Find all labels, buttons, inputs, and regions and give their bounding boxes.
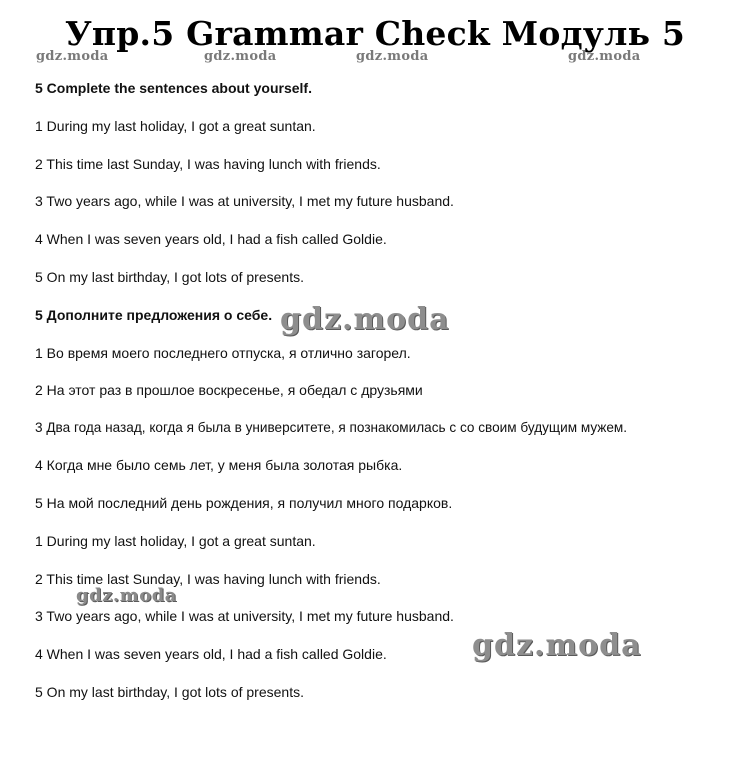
watermark-logo: gdz.moda (76, 585, 177, 606)
sentence-line: 1 Во время моего последнего отпуска, я отлично загорел. (35, 345, 411, 361)
sentence-line: 4 Когда мне было семь лет, у меня была золотая рыбка. (35, 457, 403, 473)
watermark-logo: gdz.moda (204, 49, 277, 64)
sentence-line: 3 Two years ago, while I was at university, I met my future husband. (35, 193, 454, 209)
watermark-logo: gdz.moda (356, 49, 429, 64)
sentence-line: 4 When I was seven years old, I had a fish called Goldie. (35, 231, 387, 247)
exercise-heading-ru: 5 Дополните предложения о себе. (35, 307, 273, 323)
sentence-line: 4 When I was seven years old, I had a fish called Goldie. (35, 646, 387, 662)
sentence-line: 2 На этот раз в прошлое воскресенье, я обедал с друзьями (35, 382, 423, 398)
page-title: Упр.5 Grammar Check Модуль 5 (64, 14, 686, 53)
watermark-logo: gdz.moda (472, 628, 642, 663)
watermark-logo: gdz.moda (568, 49, 641, 64)
sentence-line: 5 On my last birthday, I got lots of presents. (35, 269, 304, 285)
sentence-line: 5 На мой последний день рождения, я получил много подарков. (35, 495, 453, 511)
sentence-line: 3 Two years ago, while I was at university, I met my future husband. (35, 608, 454, 624)
sentence-line: 2 This time last Sunday, I was having lunch with friends. (35, 571, 381, 587)
sentence-line: 5 On my last birthday, I got lots of presents. (35, 684, 304, 700)
watermark-logo: gdz.moda (280, 302, 450, 337)
sentence-line: 1 During my last holiday, I got a great suntan. (35, 533, 316, 549)
exercise-heading-en: 5 Complete the sentences about yourself. (35, 80, 312, 96)
sentence-line: 2 This time last Sunday, I was having lunch with friends. (35, 156, 381, 172)
watermark-logo: gdz.moda (36, 49, 109, 64)
sentence-line: 3 Два года назад, когда я была в университете, я познакомилась с со своим будущим мужем. (35, 420, 628, 435)
sentence-line: 1 During my last holiday, I got a great suntan. (35, 118, 316, 134)
